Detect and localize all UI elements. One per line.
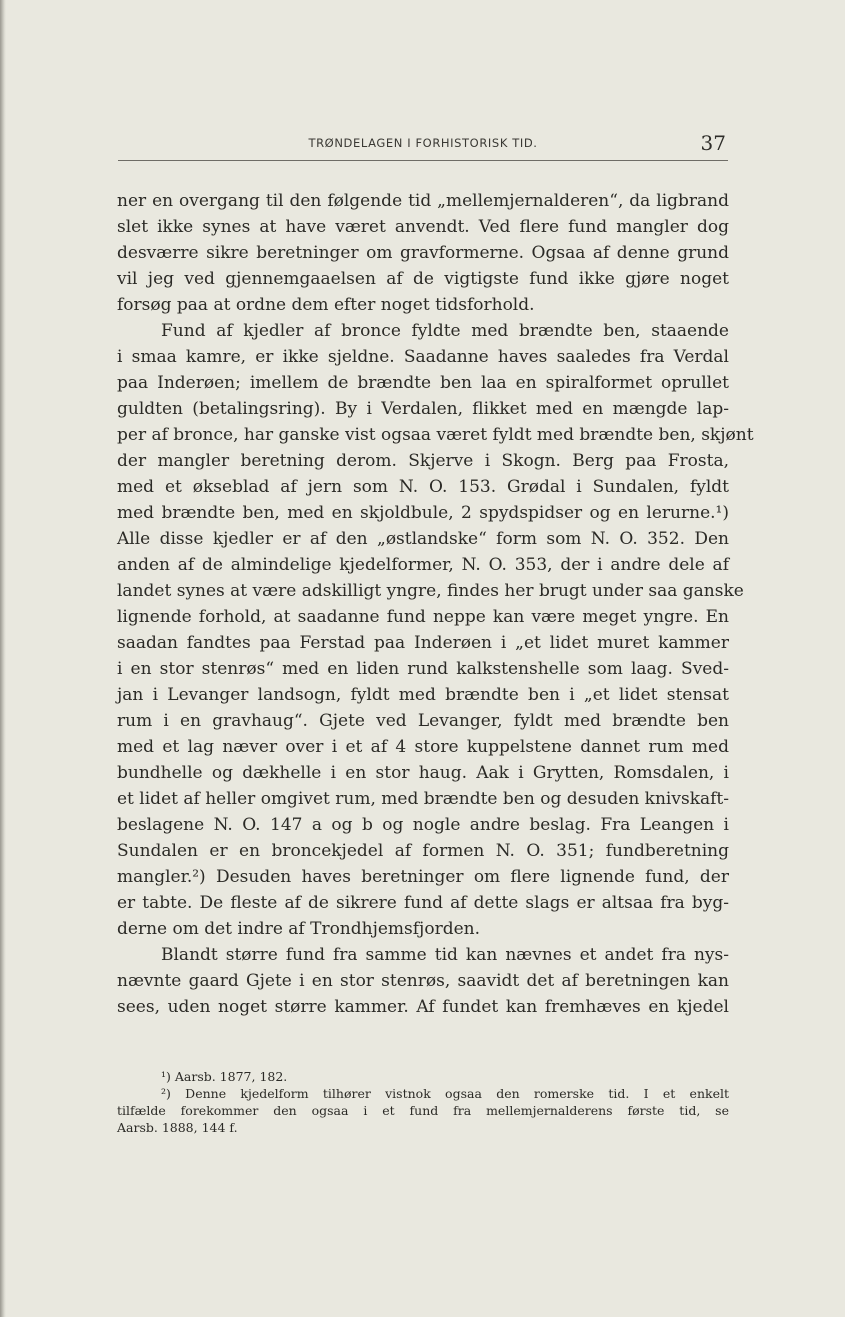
text-line: saadan fandtes paa Ferstad paa Inderøen i „et lidet muret kammer (117, 633, 729, 653)
text-line: beslagene N. O. 147 a og b og nogle andre beslag. Fra Leangen i (117, 815, 729, 835)
footnote-line: tilfælde forekommer den ogsaa i et fund fra mellemjernalderens første tid, se (117, 1103, 729, 1118)
text-line: Alle disse kjedler er af den „østlandske“ form som N. O. 352. Den (117, 529, 729, 549)
text-line: i smaa kamre, er ikke sjeldne. Saadanne haves saaledes fra Verdal (117, 347, 729, 367)
text-line: landet synes at være adskilligt yngre, findes her brugt under saa ganske (117, 581, 744, 601)
text-line: med et økseblad af jern som N. O. 153. Grødal i Sundalen, fyldt (117, 477, 729, 497)
text-line: sees, uden noget større kammer. Af fundet kan fremhæves en kjedel (117, 997, 729, 1017)
footnote-line: Aarsb. 1888, 144 f. (117, 1120, 238, 1135)
page-header (118, 128, 728, 161)
text-line: der mangler beretning derom. Skjerve i Skogn. Berg paa Frosta, (117, 451, 729, 471)
running-title: TRØNDELAGEN I FORHISTORISK TID. (308, 136, 538, 150)
footnote-line: ²) Denne kjedelform tilhører vistnok ogsaa den romerske tid. I et enkelt (161, 1086, 729, 1101)
text-line: derne om det indre af Trondhjemsfjorden. (117, 919, 480, 939)
text-line: mangler.²) Desuden haves beretninger om flere lignende fund, der (117, 867, 729, 887)
text-line: vil jeg ved gjennemgaaelsen af de vigtigste fund ikke gjøre noget (117, 269, 729, 289)
text-line: nævnte gaard Gjete i en stor stenrøs, saavidt det af beretningen kan (117, 971, 729, 991)
text-line: paa Inderøen; imellem de brændte ben laa en spiralformet oprullet (117, 373, 729, 393)
page-number: 37 (700, 131, 726, 155)
text-line: rum i en gravhaug“. Gjete ved Levanger, fyldt med brændte ben (117, 711, 729, 731)
text-line: slet ikke synes at have været anvendt. Ved flere fund mangler dog (117, 217, 729, 237)
body-text (117, 188, 754, 1020)
text-line: bundhelle og dækhelle i en stor haug. Aak i Grytten, Romsdalen, i (117, 763, 729, 783)
text-line: i en stor stenrøs“ med en liden rund kalkstenshelle som laag. Sved- (117, 659, 729, 679)
page-binding-edge (0, 0, 6, 1317)
text-line: med et lag næver over i et af 4 store kuppelstene dannet rum med (117, 737, 729, 757)
text-line: lignende forhold, at saadanne fund neppe kan være meget yngre. En (117, 607, 729, 627)
text-line: er tabte. De fleste af de sikrere fund af dette slags er altsaa fra byg- (117, 893, 729, 913)
text-line: Fund af kjedler af bronce fyldte med brændte ben, staaende (161, 321, 729, 341)
text-line: per af bronce, har ganske vist ogsaa været fyldt med brændte ben, skjønt (117, 425, 754, 445)
text-line: guldten (betalingsring). By i Verdalen, flikket med en mængde lap- (117, 399, 729, 419)
footnotes (117, 1068, 729, 1136)
text-line: ner en overgang til den følgende tid „mellemjernalderen“, da ligbrand (117, 191, 729, 211)
text-line: med brændte ben, med en skjoldbule, 2 spydspidser og en lerurne.¹) (117, 503, 729, 523)
text-line: Sundalen er en broncekjedel af formen N. O. 351; fundberetning (117, 841, 729, 861)
text-line: jan i Levanger landsogn, fyldt med brændte ben i „et lidet stensat (117, 685, 729, 705)
text-line: forsøg paa at ordne dem efter noget tidsforhold. (117, 295, 535, 315)
text-line: Blandt større fund fra samme tid kan nævnes et andet fra nys- (161, 945, 729, 965)
text-line: desværre sikre beretninger om gravformerne. Ogsaa af denne grund (117, 243, 729, 263)
text-line: et lidet af heller omgivet rum, med brændte ben og desuden knivskaft- (117, 789, 729, 809)
text-line: anden af de almindelige kjedelformer, N. O. 353, der i andre dele af (117, 555, 729, 575)
footnote-line: ¹) Aarsb. 1877, 182. (161, 1069, 288, 1084)
